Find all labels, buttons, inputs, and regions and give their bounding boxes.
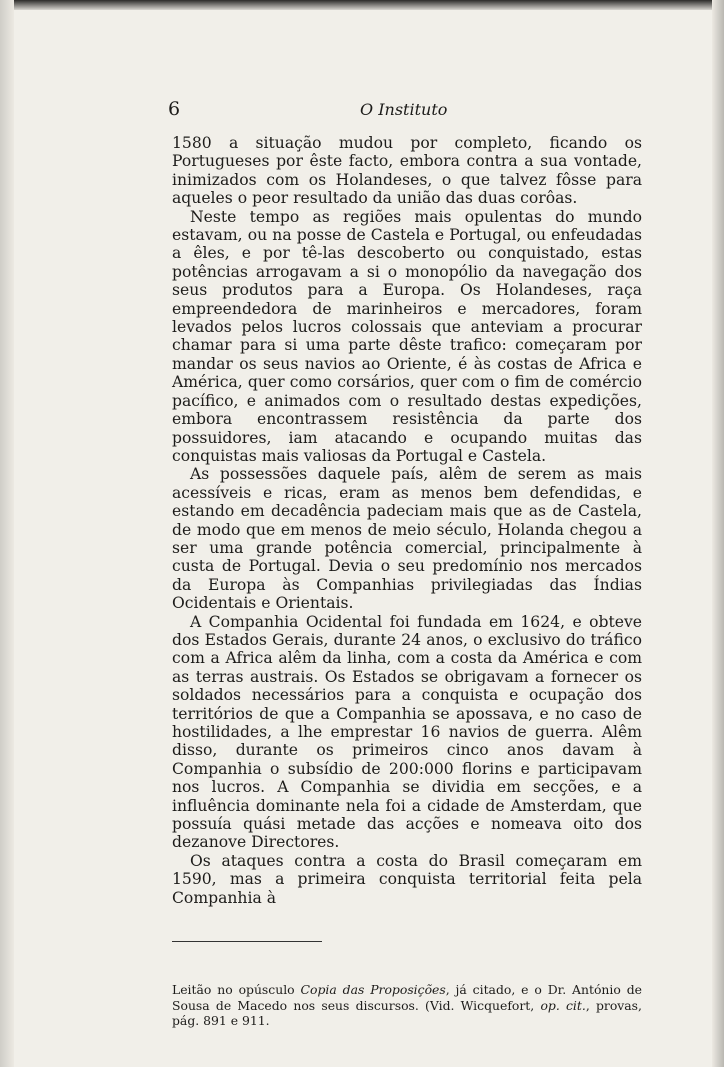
footnote-text-3: , provas, pág. 891 e 911. <box>172 997 642 1029</box>
page-number: 6 <box>168 98 181 120</box>
scan-top-edge <box>0 0 724 10</box>
footnote-text-1: Leitão no opúsculo <box>172 982 301 998</box>
paragraph-4: A Companhia Ocidental foi fundada em 1624, e obteve dos Estados Gerais, durante 24 anos, o exclusivo do tráfico com a Africa alêm da linha, com a costa da América e com as terras austrais. Os Estados se obrigavam a fornecer os soldados necessários para a conquista e ocupação dos territórios de que a Companhia se apossava, e no caso de hostilidades, a lhe emprestar 16 navios de guerra. Alêm disso, durante os primeiros cinco anos davam à Companhia o subsídio de 200:000 florins e participavam nos lucros. A Companhia se dividia em secções, e a influência dominante nela foi a cidade de Amsterdam, que possuía quási metade das acções e nomeava oito dos dezanove Directores. <box>172 612 642 852</box>
paragraph-3: As possessões daquele país, alêm de serem as mais acessíveis e ricas, eram as menos bem defendidas, e estando em decadência padeciam mais que as de Castela, de modo que em menos de meio século, Holanda chegou a ser uma grande potência comercial, principalmente à custa de Portugal. Devia o seu predomínio nos mercados da Europa às Companhias privilegiadas das Índias Ocidentais e Orientais. <box>172 465 642 613</box>
footnote-title-italic: Copia das Proposições <box>300 982 446 998</box>
paragraph-2: Neste tempo as regiões mais opulentas do mundo estavam, ou na posse de Castela e Portugal, ou enfeudadas a êles, e por tê-las descoberto ou conquistado, estas potências arrogavam a si o monopólio da navegação dos seus produtos para a Europa. Os Holandeses, raça empreendedora de marinheiros e mercadores, foram levados pelos lucros colossais que anteviam a procurar chamar para si uma parte dêste trafico: começaram por mandar os seus navios ao Oriente, é às costas de Africa e América, quer como corsários, quer com o fim de comércio pacífico, e animados com o resultado destas expedições, embora encontrassem resistência da parte dos possuidores, iam atacando e ocupando muitas das conquistas mais valiosas da Portugal e Castela. <box>172 207 642 465</box>
scan-right-edge <box>712 0 724 1067</box>
running-title: O Instituto <box>360 100 448 119</box>
footnote-citation-italic: op. cit. <box>540 997 586 1013</box>
page-header <box>168 96 642 130</box>
body-text <box>172 134 642 907</box>
scan-left-edge <box>0 0 14 1067</box>
footnote-divider <box>172 941 322 942</box>
paragraph-5: Os ataques contra a costa do Brasil começaram em 1590, mas a primeira conquista territorial feita pela Companhia à <box>172 851 642 907</box>
footnote <box>172 982 642 1029</box>
footnote-text-2: , já citado, e o Dr. António de Sousa de Macedo nos seus discursos. (Vid. Wicquefort, <box>172 982 642 1013</box>
book-page <box>168 96 642 1029</box>
paragraph-1: 1580 a situação mudou por completo, ficando os Portugueses por êste facto, embora contra a sua vontade, inimizados com os Holandeses, o que talvez fôsse para aqueles o peor resultado da união das duas corôas. <box>172 134 642 208</box>
